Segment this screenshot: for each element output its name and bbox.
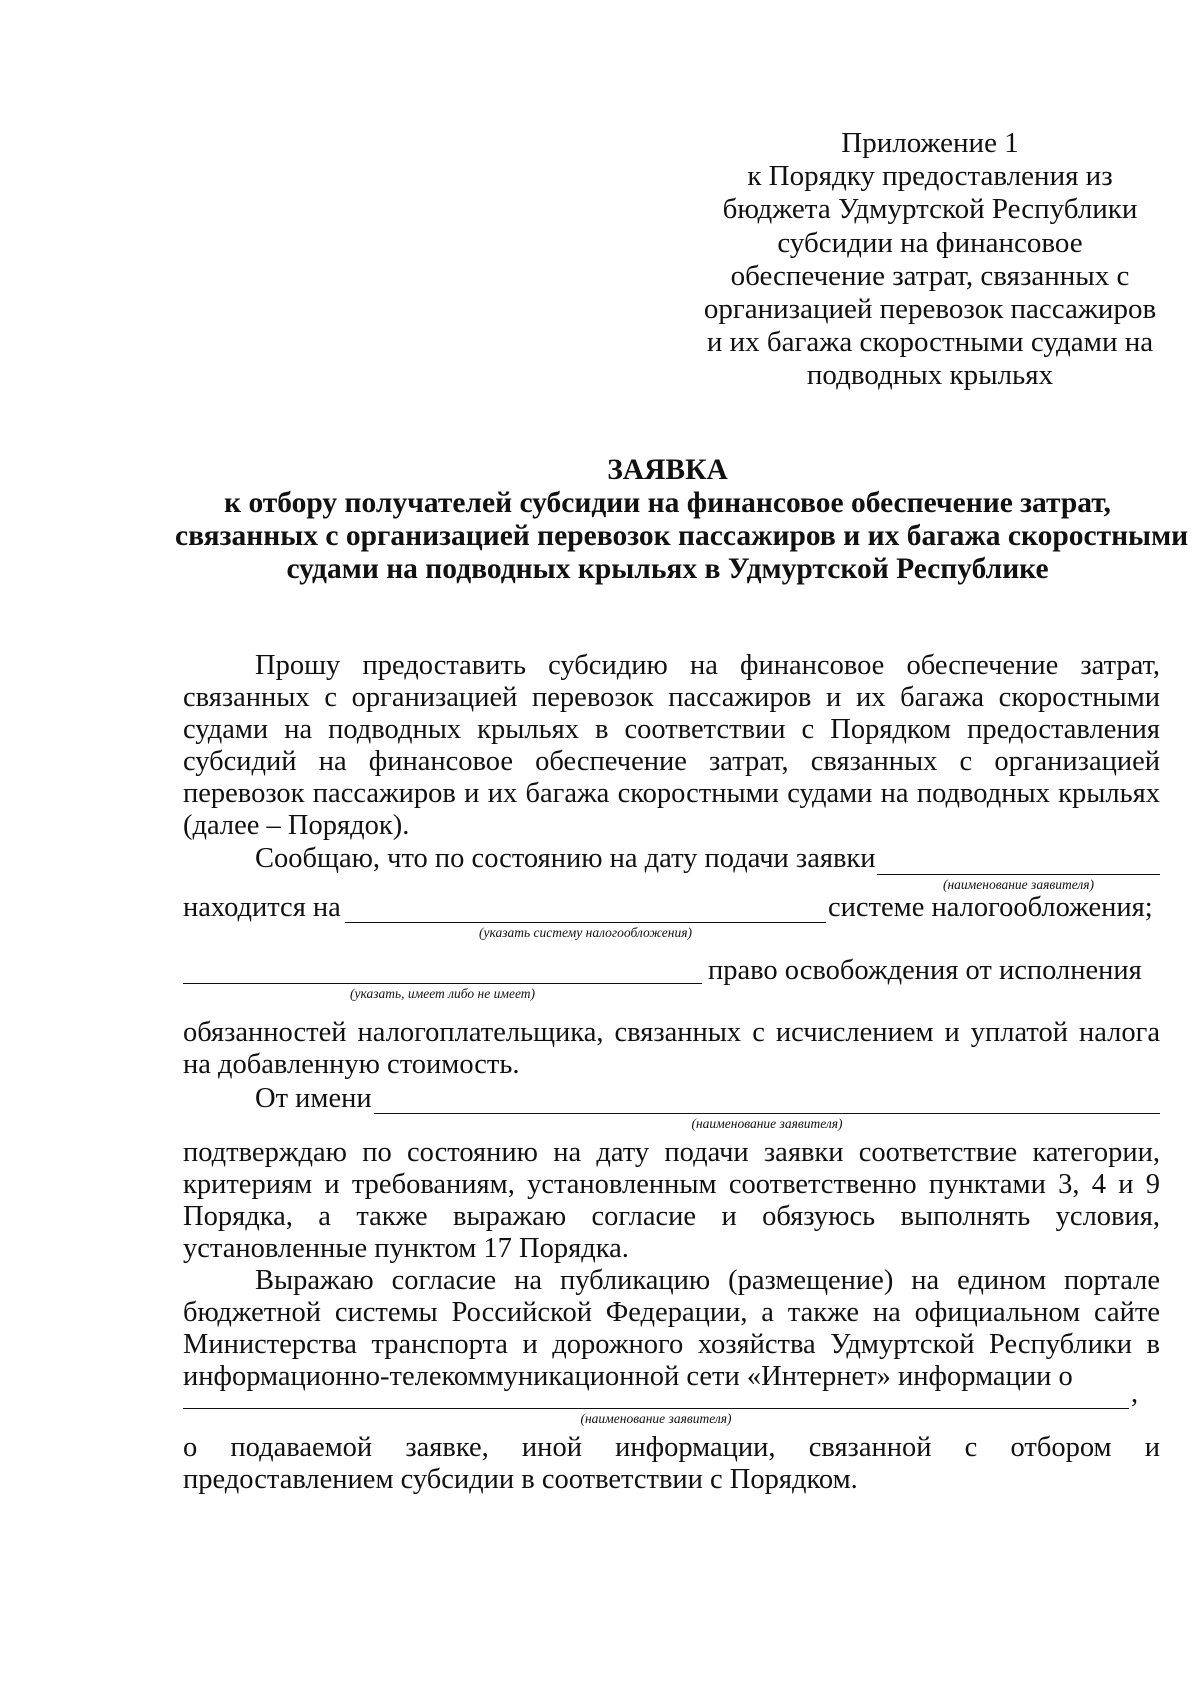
- appendix-line: подводных крыльях: [806, 359, 1054, 392]
- tax-system-hint: (указать систему налогообложения): [479, 925, 692, 940]
- appendix-line: бюджета Удмуртской Республики: [722, 193, 1138, 226]
- title-line: связанных с организацией перевозок пассажиров и их багажа скоростными: [175, 520, 1189, 552]
- tax-system-lead-text: находится на: [183, 892, 341, 923]
- consent-comma: ,: [1131, 1378, 1139, 1409]
- consent-applicant-field[interactable]: [183, 1408, 1129, 1409]
- on-behalf-name-field[interactable]: [374, 1113, 1160, 1114]
- vat-exemption-field[interactable]: [183, 983, 702, 984]
- title-heading: ЗАЯВКА: [607, 454, 728, 486]
- tax-system-tail-text: системе налогообложения;: [828, 892, 1153, 923]
- appendix-line: к Порядку предоставления из: [747, 160, 1113, 193]
- vat-obligations-text: обязанностей налогоплательщика, связанных с исчислением и уплатой налога на добавленную стоимость.: [183, 1017, 1160, 1080]
- on-behalf-lead-text: От имени: [255, 1083, 372, 1114]
- applicant-name-field[interactable]: [877, 874, 1160, 875]
- applicant-lead-text: Сообщаю, что по состоянию на дату подачи заявки: [255, 843, 876, 874]
- appendix-line: Приложение 1: [841, 127, 1019, 159]
- consent-text: Выражаю согласие на публикацию (размещение) на едином портале бюджетной системы Российской Федерации, а также на официальном сайте Министерства транспорта и дорожного хозяйства Удмуртской Республики в информационно-телекоммуникационной сети «Интернет» информации о: [183, 1265, 1160, 1392]
- consent-applicant-hint: (наименование заявителя): [580, 1411, 732, 1426]
- vat-exemption-hint: (указать, имеет либо не имеет): [349, 986, 536, 1001]
- appendix-line: обеспечение затрат, связанных с: [730, 259, 1130, 292]
- tax-system-field[interactable]: [345, 922, 826, 923]
- confirmation-text: подтверждаю по состоянию на дату подачи заявки соответствие категории, критериям и требованиям, установленным соответственно пунктами 3, 4 и 9 Порядка, а также выражаю согласие и обязуюсь выполнять условия, установленные пунктом 17 Порядка.: [183, 1137, 1160, 1264]
- consent-continuation-text: о подаваемой заявке, иной информации, связанной с отбором и предоставлением субсидии в соответствии с Порядком.: [183, 1432, 1160, 1495]
- title-line: к отбору получателей субсидии на финансовое обеспечение затрат,: [224, 487, 1111, 519]
- title-line: судами на подводных крыльях в Удмуртской Республике: [286, 553, 1049, 585]
- document-title: [175, 454, 1189, 586]
- appendix-header: [700, 127, 1160, 393]
- vat-exemption-tail-text: право освобождения от исполнения: [708, 955, 1142, 986]
- appendix-line: организацией перевозок пассажиров: [703, 293, 1157, 326]
- appendix-line: и их багажа скоростными судами на: [706, 326, 1154, 359]
- applicant-name-hint: (наименование заявителя): [942, 877, 1095, 892]
- appendix-line: субсидии на финансовое: [777, 226, 1083, 259]
- paragraph-request: Прошу предоставить субсидию на финансовое обеспечение затрат, связанных с организацией перевозок пассажиров и их багажа скоростными судами на подводных крыльях в соответствии с Порядком предоставления субсидий на финансовое обеспечение затрат, связанных с организацией перевозок пассажиров и их багажа скоростными судами на подводных крыльях (далее – Порядок).: [183, 650, 1160, 841]
- on-behalf-name-hint: (наименование заявителя): [691, 1116, 843, 1131]
